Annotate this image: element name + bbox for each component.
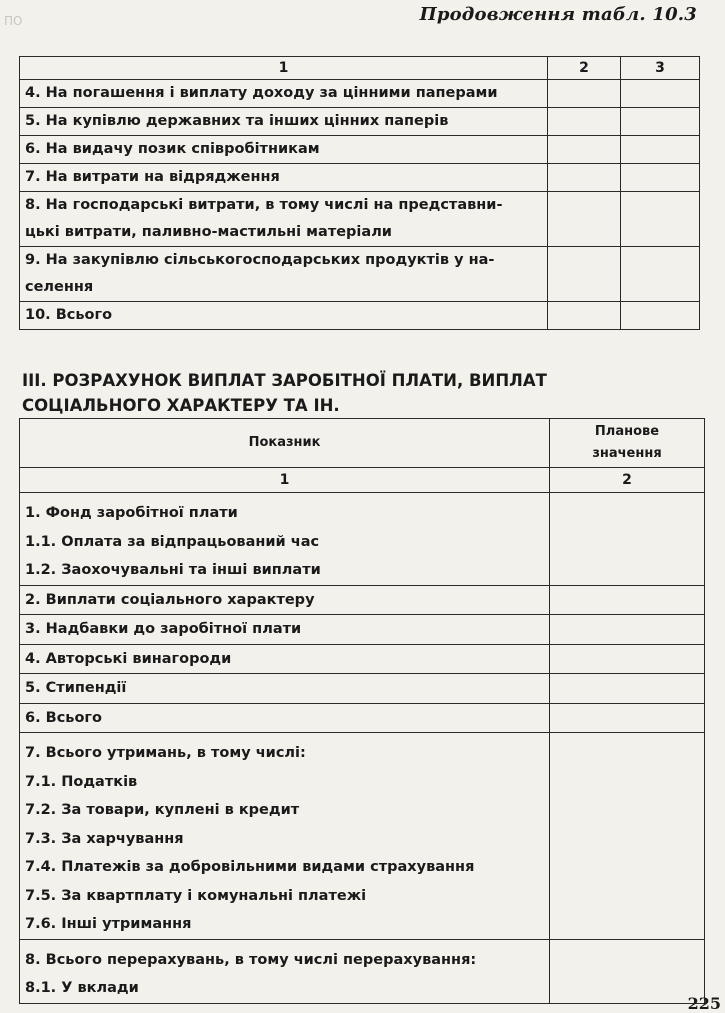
scan-corner-mark: ПО	[4, 14, 23, 28]
row-label	[20, 585, 550, 615]
value-cell	[621, 136, 700, 164]
table-row	[20, 585, 705, 615]
header-row	[20, 419, 705, 468]
table-row	[20, 136, 700, 164]
row-label	[20, 615, 550, 645]
section-title-line: ІІІ. РОЗРАХУНОК ВИПЛАТ ЗАРОБІТНОЇ ПЛАТИ, ВИПЛАТ	[22, 371, 547, 390]
row-label-line: селення	[25, 279, 94, 295]
column-number: 2	[550, 468, 705, 493]
row-label-line: 7.5. За квартплату і комунальні платежі	[25, 887, 367, 904]
column-number-row	[20, 468, 705, 493]
value-cell	[550, 615, 705, 645]
value-cell	[548, 164, 621, 192]
value-cell	[548, 136, 621, 164]
row-label	[20, 108, 548, 136]
value-cell	[548, 192, 621, 247]
row-label-line: 10. Всього	[25, 307, 113, 323]
value-cell	[550, 703, 705, 733]
header-indicator: Показник	[20, 419, 550, 468]
row-label-line: 7. На витрати на відрядження	[25, 169, 280, 185]
column-number: 1	[20, 57, 548, 80]
page-number: 225	[687, 994, 721, 1013]
row-label	[20, 302, 548, 330]
section-title-line: СОЦІАЛЬНОГО ХАРАКТЕРУ ТА ІН.	[22, 396, 340, 415]
row-label-line: 4. Авторські винагороди	[25, 650, 232, 667]
column-number-row	[20, 57, 700, 80]
salary-table	[19, 418, 705, 1004]
value-cell	[550, 644, 705, 674]
row-label	[20, 493, 550, 586]
row-label-line: 3. Надбавки до заробітної плати	[25, 621, 302, 637]
row-label	[20, 164, 548, 192]
value-cell	[550, 939, 705, 1003]
row-label	[20, 80, 548, 108]
row-label	[20, 733, 550, 940]
row-label-line: 4. На погашення і виплату доходу за цінними паперами	[25, 85, 498, 101]
table-row	[20, 80, 700, 108]
column-number: 3	[621, 57, 700, 80]
value-cell	[621, 192, 700, 247]
row-label-line: 7.3. За харчування	[25, 830, 184, 847]
table-row	[20, 164, 700, 192]
column-number: 2	[548, 57, 621, 80]
value-cell	[621, 247, 700, 302]
value-cell	[621, 164, 700, 192]
table-row	[20, 939, 705, 1003]
row-label-line: 6. На видачу позик співробітникам	[25, 141, 320, 157]
row-label-line: 5. На купівлю державних та інших цінних паперів	[25, 113, 449, 129]
table-row	[20, 733, 705, 940]
table-row	[20, 493, 705, 586]
table-row	[20, 615, 705, 645]
value-cell	[548, 302, 621, 330]
row-label	[20, 674, 550, 704]
value-cell	[548, 108, 621, 136]
row-label-line: 7.1. Податків	[25, 773, 138, 790]
row-label-line: 7. Всього утримань, в тому числі:	[25, 745, 306, 761]
table-row	[20, 674, 705, 704]
row-label-line: 5. Стипендії	[25, 680, 127, 696]
page-header: Продовження табл. 10.3	[419, 4, 697, 25]
value-cell	[621, 108, 700, 136]
row-label	[20, 939, 550, 1003]
row-label-line: 6. Всього	[25, 709, 102, 726]
header-plan-line: Планове	[594, 424, 660, 439]
section-title	[22, 368, 702, 418]
value-cell	[550, 585, 705, 615]
table-row	[20, 247, 700, 302]
value-cell	[621, 80, 700, 108]
row-label-line: 1.1. Оплата за відпрацьований час	[25, 533, 320, 550]
value-cell	[548, 247, 621, 302]
table-row	[20, 108, 700, 136]
expenses-table	[19, 56, 700, 330]
table-row	[20, 302, 700, 330]
value-cell	[621, 302, 700, 330]
row-label-line: 9. На закупівлю сільськогосподарських продуктів у на-	[25, 252, 495, 268]
row-label	[20, 136, 548, 164]
row-label-line: 2. Виплати соціального характеру	[25, 591, 315, 608]
row-label-line: 7.4. Платежів за добровільними видами страхування	[25, 859, 475, 875]
row-label-line: 7.6. Інші утримання	[25, 916, 192, 932]
row-label-line: 7.2. За товари, куплені в кредит	[25, 802, 300, 818]
row-label-line: цькі витрати, паливно-мастильні матеріали	[25, 224, 392, 240]
table-row	[20, 192, 700, 247]
value-cell	[550, 733, 705, 940]
value-cell	[548, 80, 621, 108]
row-label-line: 8. Всього перерахувань, в тому числі перерахування:	[25, 951, 477, 968]
row-label-line: 8. На господарські витрати, в тому числі на представни-	[25, 197, 503, 213]
column-number: 1	[20, 468, 550, 493]
value-cell	[550, 493, 705, 586]
table-row	[20, 644, 705, 674]
table-row	[20, 703, 705, 733]
row-label	[20, 247, 548, 302]
header-plan-line: значення	[592, 446, 662, 461]
row-label	[20, 703, 550, 733]
row-label-line: 8.1. У вклади	[25, 980, 139, 996]
value-cell	[550, 674, 705, 704]
header-plan-value	[550, 419, 705, 468]
row-label	[20, 192, 548, 247]
row-label-line: 1. Фонд заробітної плати	[25, 505, 238, 521]
row-label-line: 1.2. Заохочувальні та інші виплати	[25, 562, 321, 578]
row-label	[20, 644, 550, 674]
